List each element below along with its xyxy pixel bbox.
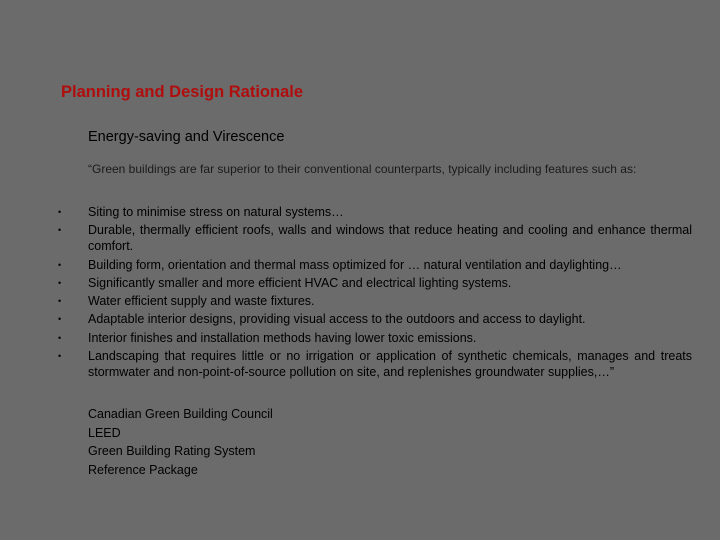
list-item bbox=[58, 204, 692, 220]
list-item bbox=[58, 293, 692, 309]
bullet-icon: • bbox=[58, 332, 62, 343]
slide-subtitle: Energy-saving and Virescence bbox=[88, 129, 285, 145]
source-line: Reference Package bbox=[88, 462, 198, 477]
bullet-icon: • bbox=[58, 351, 62, 362]
bullet-icon: • bbox=[58, 207, 62, 217]
list-item-text: Adaptable interior designs, providing visual access to the outdoors and access to daylight. bbox=[88, 312, 586, 327]
source-line: Canadian Green Building Council bbox=[88, 407, 273, 421]
list-item-text: Significantly smaller and more efficient HVAC and electrical lighting systems. bbox=[88, 275, 512, 290]
list-item-text: Building form, orientation and thermal mass optimized for … natural ventilation and daylighting… bbox=[88, 257, 622, 272]
list-item bbox=[58, 275, 692, 291]
list-item-text: Interior finishes and installation methods having lower toxic emissions. bbox=[88, 330, 477, 345]
list-item-text: Durable, thermally efficient roofs, walls and windows that reduce heating and cooling and enhance thermal comfort. bbox=[88, 223, 692, 254]
bullet-list bbox=[58, 204, 692, 382]
slide-title: Planning and Design Rationale bbox=[61, 83, 304, 101]
bullet-icon: • bbox=[58, 277, 62, 288]
list-item bbox=[58, 311, 692, 327]
bullet-icon: • bbox=[58, 296, 62, 307]
list-item-text: Landscaping that requires little or no irrigation or application of synthetic chemicals, manages and treats stormwater and non-point-of-source pollution on site, and replenishes groundwater supplies,…” bbox=[88, 349, 692, 380]
list-item bbox=[58, 222, 692, 254]
list-item-text: Water efficient supply and waste fixtures. bbox=[88, 294, 315, 309]
bullet-icon: • bbox=[58, 314, 62, 325]
list-item bbox=[58, 348, 692, 380]
bullet-icon: • bbox=[58, 259, 62, 270]
quote-intro: “Green buildings are far superior to their conventional counterparts, typically including features such as: bbox=[88, 162, 637, 176]
list-item-text: Siting to minimise stress on natural systems… bbox=[88, 205, 344, 219]
source-citation bbox=[88, 405, 273, 479]
list-item bbox=[58, 257, 692, 273]
source-line: Green Building Rating System bbox=[88, 444, 256, 458]
source-line: LEED bbox=[88, 425, 121, 440]
bullet-icon: • bbox=[58, 225, 62, 236]
list-item bbox=[58, 330, 692, 346]
